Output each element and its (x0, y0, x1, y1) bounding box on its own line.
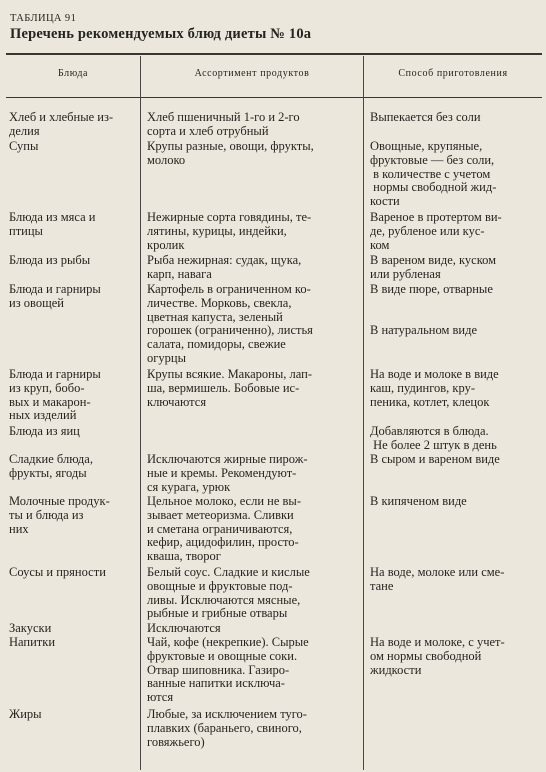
cell-method: На воде и молоке в виде каш, пудингов, кру- пеника, котлет, клецок (370, 367, 499, 409)
cell-products: Картофель в ограниченном ко- личестве. Морковь, свекла, цветная капуста, зеленый горошек (ограниченно), листья салата, помидоры, свежие огурцы (147, 282, 313, 365)
column-divider (140, 56, 141, 770)
cell-products: Белый соус. Сладкие и кислые овощные и фруктовые под- ливы. Исключаются мясные, рыбные и грибные отвары (147, 565, 310, 621)
cell-method: Овощные, крупяные, фруктовые — без соли, в количестве с учетом нормы свободной жид- кости (370, 139, 497, 209)
cell-dish: Блюда и гарниры из круп, бобо- вых и макарон- ных изделий (9, 367, 101, 423)
cell-method: В вареном виде, куском или рубленая (370, 253, 497, 281)
cell-dish: Сладкие блюда, фрукты, ягоды (9, 452, 93, 480)
cell-dish: Блюда и гарниры из овощей (9, 282, 101, 310)
cell-products: Крупы разные, овощи, фрукты, молоко (147, 139, 314, 167)
cell-method: На воде и молоке, с учет- ом нормы свободной жидкости (370, 635, 505, 677)
header-products: Ассортимент продуктов (194, 68, 310, 79)
cell-products: Исключаются жирные пирож- ные и кремы. Рекомендуют- ся курага, урюк (147, 452, 308, 494)
table-title: Перечень рекомендуемых блюд диеты № 10а (10, 26, 312, 42)
cell-method: Вареное в протертом ви- де, рубленое или кус- ком (370, 210, 502, 252)
cell-products: Любые, за исключением туго- плавких (бараньего, свиного, говяжьего) (147, 707, 307, 749)
cell-dish: Напитки (9, 635, 56, 649)
table-label: ТАБЛИЦА 91 (10, 13, 77, 24)
cell-products: Нежирные сорта говядины, те- лятины, курицы, индейки, кролик (147, 210, 312, 252)
cell-products: Чай, кофе (некрепкие). Сырые фруктовые и овощные соки. Отвар шиповника. Газиро- ванные напитки исключа- ются (147, 635, 309, 705)
column-divider (363, 56, 364, 770)
cell-products: Хлеб пшеничный 1-го и 2-го сорта и хлеб отрубный (147, 110, 300, 138)
table-top-rule (6, 53, 542, 55)
cell-method: На воде, молоке или сме- тане (370, 565, 505, 593)
header-bottom-rule (6, 97, 542, 98)
cell-dish: Соусы и пряности (9, 565, 106, 579)
cell-products: Исключаются (147, 621, 221, 635)
cell-products: Рыба нежирная: судак, щука, карп, навага (147, 253, 302, 281)
cell-method: В виде пюре, отварные В натуральном виде (370, 282, 493, 338)
header-method: Способ приготовления (398, 68, 508, 79)
cell-dish: Блюда из рыбы (9, 253, 91, 267)
cell-dish: Блюда из яиц (9, 424, 80, 438)
cell-method: В кипяченом виде (370, 494, 467, 508)
cell-dish: Закуски (9, 621, 52, 635)
cell-dish: Молочные продук- ты и блюда из них (9, 494, 110, 536)
cell-method: Добавляются в блюда. Не более 2 штук в день (370, 424, 497, 452)
cell-method: В сыром и вареном виде (370, 452, 500, 466)
cell-products: Крупы всякие. Макароны, лап- ша, вермишель. Бобовые ис- ключаются (147, 367, 312, 409)
cell-dish: Супы (9, 139, 39, 153)
cell-products: Цельное молоко, если не вы- зывает метеоризма. Сливки и сметана ограничиваются, кефир, ацидофилин, просто- кваша, творог (147, 494, 301, 564)
cell-method: Выпекается без соли (370, 110, 481, 124)
cell-dish: Хлеб и хлебные из- делия (9, 110, 114, 138)
header-dishes: Блюда (57, 68, 89, 79)
cell-dish: Блюда из мяса и птицы (9, 210, 96, 238)
cell-dish: Жиры (9, 707, 42, 721)
